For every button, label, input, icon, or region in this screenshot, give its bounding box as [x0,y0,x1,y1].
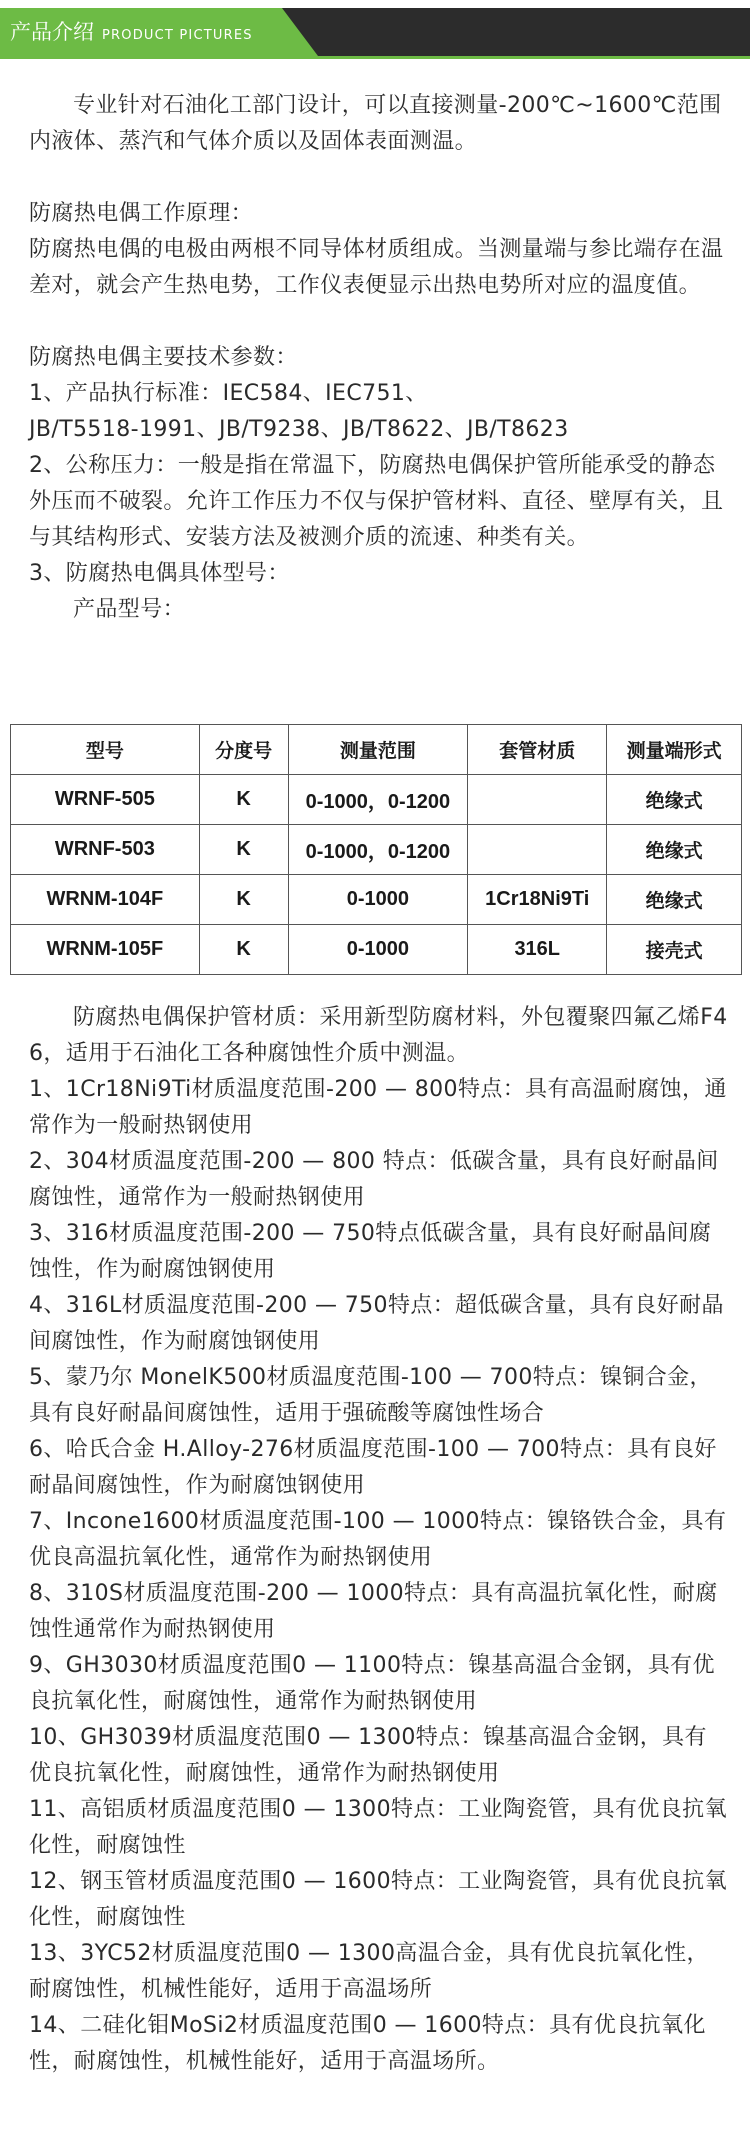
sheath-cell: 316L [468,925,607,975]
graduation-cell: K [199,775,288,825]
model-cell: WRNF-503 [11,825,200,875]
table-header-cell: 测量端形式 [607,725,742,775]
material-item: 6、哈氏合金 H.Alloy-276材质温度范围-100 — 700特点：具有良好耐晶间腐蚀性，作为耐腐蚀钢使用 [29,1437,717,1498]
param-models: 3、防腐热电偶具体型号： [29,561,290,586]
table-row [11,875,742,925]
material-item: 8、310S材质温度范围-200 — 1000特点：具有高温抗氧化性，耐腐蚀性通常作为耐热钢使用 [29,1581,718,1642]
material-item: 3、316材质温度范围-200 — 750特点低碳含量，具有良好耐晶间腐蚀性，作为耐腐蚀钢使用 [29,1221,712,1282]
table-header-cell: 型号 [11,725,200,775]
material-item: 11、高铝质材质温度范围0 — 1300特点：工业陶瓷管，具有优良抗氧化性，耐腐蚀性 [29,1797,727,1858]
table-header-cell: 测量范围 [288,725,468,775]
table-row [11,775,742,825]
material-item: 4、316L材质温度范围-200 — 750特点：超低碳含量，具有良好耐晶间腐蚀性，作为耐腐蚀钢使用 [29,1293,724,1354]
sheath-cell [468,775,607,825]
params-heading: 防腐热电偶主要技术参数： [29,345,298,370]
table-header-cell: 分度号 [199,725,288,775]
materials-intro: 防腐热电偶保护管材质：采用新型防腐材料，外包覆聚四氟乙烯F46，适用于石油化工各种腐蚀性介质中测温。 [29,1005,728,1066]
header-underline [0,56,750,59]
param-standard-line2: JB/T5518-1991、JB/T9238、JB/T8622、JB/T8623 [29,417,569,442]
junction-cell: 绝缘式 [607,775,742,825]
table-header-row [11,725,742,775]
material-item: 10、GH3039材质温度范围0 — 1300特点：镍基高温合金钢，具有优良抗氧化性，耐腐蚀性，通常作为耐热钢使用 [29,1725,707,1786]
material-item: 7、Incone1600材质温度范围-100 — 1000特点：镍铬铁合金，具有优良高温抗氧化性，通常作为耐热钢使用 [29,1509,727,1570]
graduation-cell: K [199,925,288,975]
table-header-cell: 套管材质 [468,725,607,775]
sheath-cell [468,825,607,875]
range-cell: 0-1000，0-1200 [288,775,468,825]
model-label: 产品型号： [73,597,186,622]
principle-heading: 防腐热电偶工作原理： [29,201,254,226]
material-item: 2、304材质温度范围-200 — 800 特点：低碳含量，具有良好耐晶间腐蚀性，通常作为一般耐热钢使用 [29,1149,719,1210]
graduation-cell: K [199,875,288,925]
material-item: 5、蒙乃尔 MonelK500材质温度范围-100 — 700特点：镍铜合金，具有良好耐晶间腐蚀性，适用于强硫酸等腐蚀性场合 [29,1365,712,1426]
intro-section [29,88,729,628]
material-item: 13、3YC52材质温度范围0 — 1300高温合金，具有优良抗氧化性，耐腐蚀性，机械性能好，适用于高温场所 [29,1941,709,2002]
range-cell: 0-1000 [288,925,468,975]
header-title-text: 产品介绍 [10,20,94,44]
materials-section [29,1000,729,2080]
table-row [11,825,742,875]
material-item: 12、钢玉管材质温度范围0 — 1600特点：工业陶瓷管，具有优良抗氧化性，耐腐蚀性 [29,1869,727,1930]
model-cell: WRNM-104F [11,875,200,925]
range-cell: 0-1000 [288,875,468,925]
model-cell: WRNM-105F [11,925,200,975]
param-pressure: 2、公称压力：一般是指在常温下，防腐热电偶保护管所能承受的静态外压而不破裂。允许工作压力不仅与保护管材料、直径、壁厚有关，且与其结构形式、安装方法及被测介质的流速、种类有关。 [29,453,724,550]
junction-cell: 绝缘式 [607,825,742,875]
junction-cell: 绝缘式 [607,875,742,925]
material-item: 9、GH3030材质温度范围0 — 1100特点：镍基高温合金钢，具有优良抗氧化性，耐腐蚀性，通常作为耐热钢使用 [29,1653,715,1714]
graduation-cell: K [199,825,288,875]
principle-paragraph: 防腐热电偶的电极由两根不同导体材质组成。当测量端与参比端存在温差对，就会产生热电势，工作仪表便显示出热电势所对应的温度值。 [29,237,724,298]
section-header [0,8,750,56]
material-item: 14、二硅化钼MoSi2材质温度范围0 — 1600特点：具有优良抗氧化性，耐腐蚀性，机械性能好，适用于高温场所。 [29,2013,706,2074]
header-subtitle: PRODUCT PICTURES [102,28,253,43]
intro-paragraph: 专业针对石油化工部门设计，可以直接测量-200℃~1600℃范围内液体、蒸汽和气体介质以及固体表面测温。 [29,93,722,154]
range-cell: 0-1000，0-1200 [288,825,468,875]
sheath-cell: 1Cr18Ni9Ti [468,875,607,925]
material-item: 1、1Cr18Ni9Ti材质温度范围-200 — 800特点：具有高温耐腐蚀，通常作为一般耐热钢使用 [29,1077,727,1138]
header-title [10,8,253,60]
param-standard-line1: 1、产品执行标准：IEC584、IEC751、 [29,381,428,406]
model-cell: WRNF-505 [11,775,200,825]
spec-table [10,724,742,975]
table-row [11,925,742,975]
junction-cell: 接壳式 [607,925,742,975]
